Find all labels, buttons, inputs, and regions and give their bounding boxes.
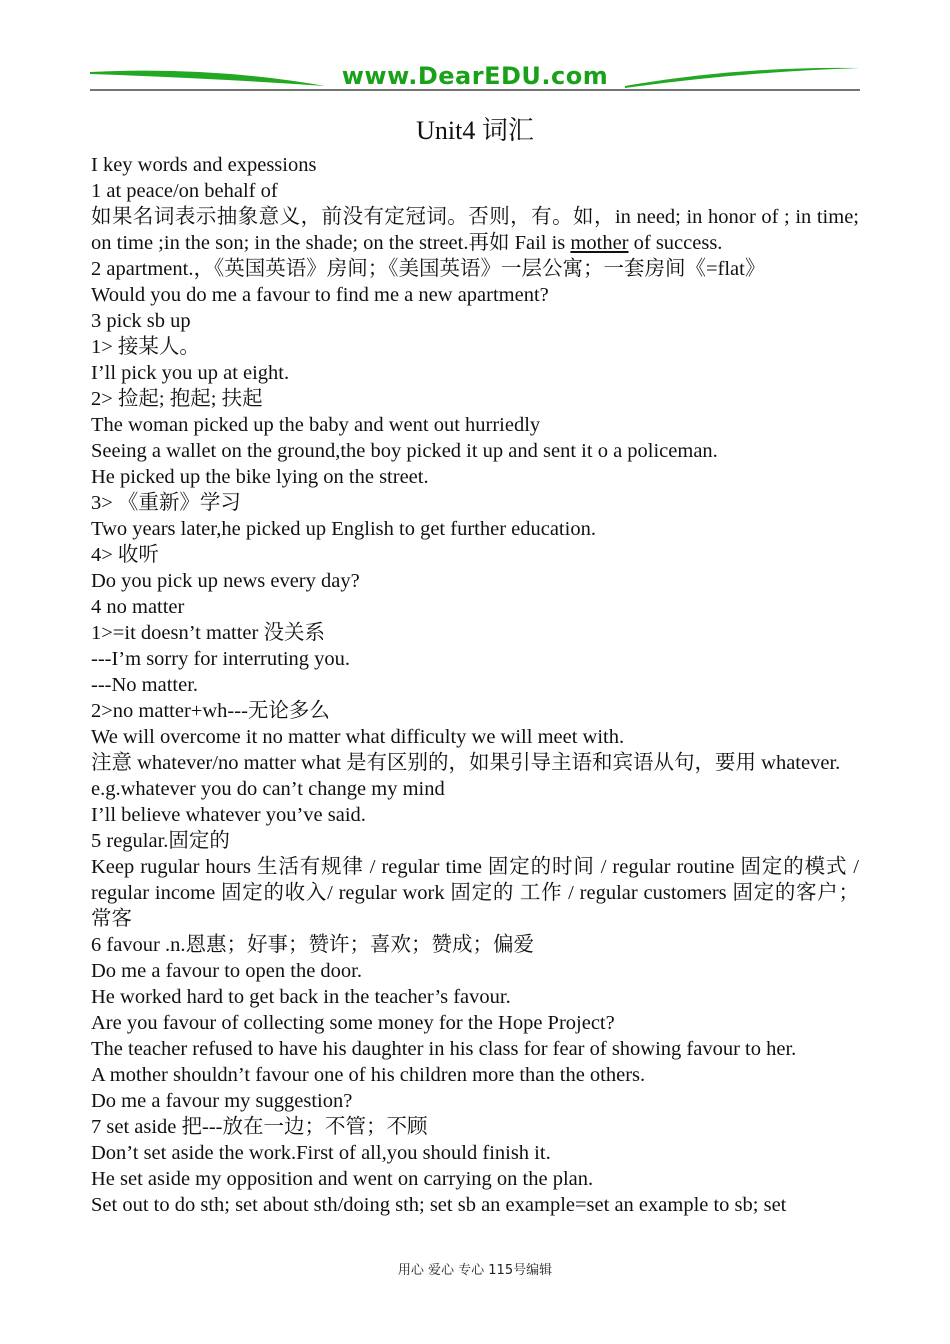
text-line: 3 pick sb up [91, 310, 191, 332]
text-paragraph [91, 204, 859, 256]
text-line: Are you favour of collecting some money for the Hope Project? [91, 1012, 615, 1034]
text-line: 7 set aside 把---放在一边；不管；不顾 [91, 1116, 428, 1138]
text-line: 4 no matter [91, 596, 185, 618]
text-line: 1 at peace/on behalf of [91, 180, 278, 202]
text-line: Set out to do sth; set about sth/doing sth; set sb an example=set an example to sb; set [91, 1194, 787, 1216]
text-line: 2>no matter+wh---无论多么 [91, 700, 330, 722]
text-line: 1>=it doesn’t matter 没关系 [91, 622, 325, 644]
text-line: He worked hard to get back in the teacher’s favour. [91, 986, 511, 1008]
text-paragraph: Keep rugular hours 生活有规律 / regular time 固定的时间 / regular routine 固定的模式 / regular income 固定的收入/ regular work 固定的 工作 / regular customers 固定的客户；常客 [91, 856, 859, 930]
text-line: ---No matter. [91, 674, 199, 696]
text-line: Do you pick up news every day? [91, 570, 360, 592]
page-title: Unit4 词汇 [416, 116, 534, 145]
text-line: 5 regular.固定的 [91, 830, 230, 852]
text-paragraph: 注意 whatever/no matter what 是有区别的，如果引导主语和宾语从句，要用 whatever. [91, 752, 841, 774]
text-line: The woman picked up the baby and went out hurriedly [91, 414, 541, 436]
text-span: 如果名词表示抽象意义，前没有定冠词。否则，有。如，in need; in honor of ; in time; on time ;in the son; in the shade; on the street.再如 Fail is [91, 206, 859, 254]
site-banner [90, 60, 860, 96]
text-line: I’ll pick you up at eight. [91, 362, 290, 384]
text-line: I’ll believe whatever you’ve said. [91, 804, 366, 826]
text-line: ---I’m sorry for interruting you. [91, 648, 351, 670]
text-line: 3> 《重新》学习 [91, 492, 241, 514]
document-body [91, 152, 859, 1218]
text-line: Two years later,he picked up English to get further education. [91, 518, 596, 540]
text-line: He picked up the bike lying on the street. [91, 466, 429, 488]
text-line: Do me a favour to open the door. [91, 960, 362, 982]
page-footer: 用心 爱心 专心 115号编辑 [397, 1263, 553, 1278]
text-line: The teacher refused to have his daughter in his class for fear of showing favour to her. [91, 1038, 797, 1060]
text-span: of success. [628, 232, 723, 254]
site-logo-text: www.DearEDU.com [341, 62, 609, 90]
text-line: I key words and expessions [91, 154, 317, 176]
text-line: e.g.whatever you do can’t change my mind [91, 778, 445, 800]
text-line: He set aside my opposition and went on carrying on the plan. [91, 1168, 594, 1190]
text-line: 4> 收听 [91, 544, 159, 566]
text-line: 2 apartment.，《英国英语》房间；《美国英语》一层公寓；一套房间《=flat》 [91, 258, 766, 280]
text-line: Don’t set aside the work.First of all,you should finish it. [91, 1142, 551, 1164]
text-line: 6 favour .n.恩惠；好事；赞许；喜欢；赞成；偏爱 [91, 934, 535, 956]
text-line: Do me a favour my suggestion? [91, 1090, 353, 1112]
text-line: Seeing a wallet on the ground,the boy picked it up and sent it o a policeman. [91, 440, 718, 462]
text-line: A mother shouldn’t favour one of his children more than the others. [91, 1064, 646, 1086]
text-line: 2> 捡起; 抱起; 扶起 [91, 388, 263, 410]
underlined-word: mother [570, 232, 629, 254]
text-line: Would you do me a favour to find me a new apartment? [91, 284, 549, 306]
text-line: We will overcome it no matter what difficulty we will meet with. [91, 726, 625, 748]
text-line: 1> 接某人。 [91, 336, 200, 358]
